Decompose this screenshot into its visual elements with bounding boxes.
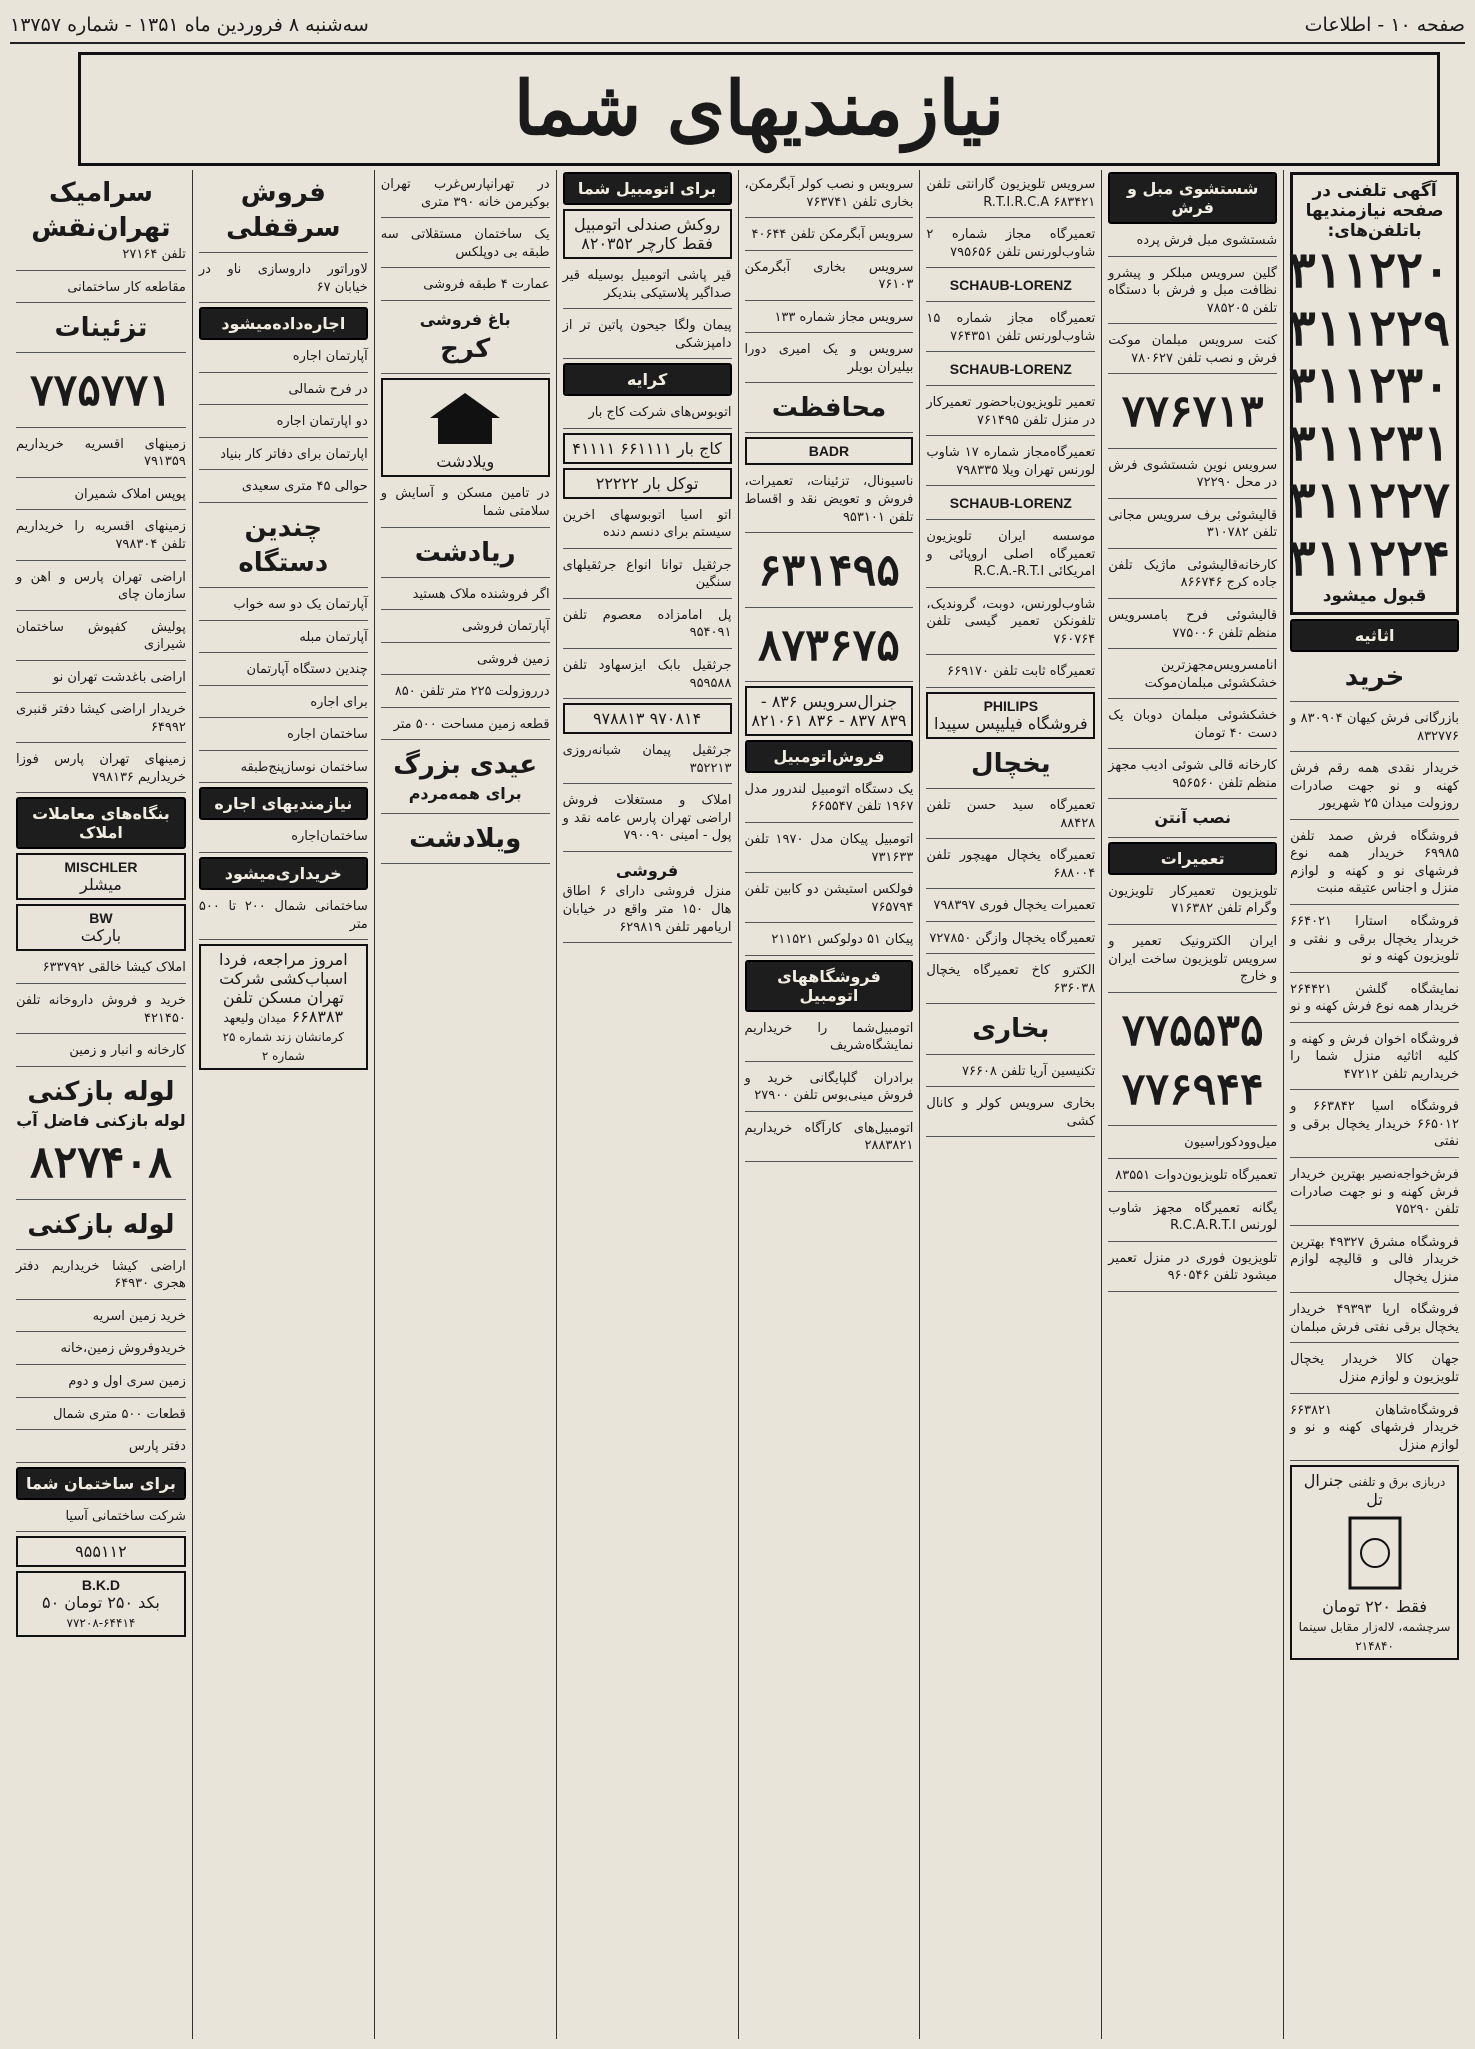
ad-block: تعمیرگاه تلویزیون‌دوات ۸۳۵۵۱ (1108, 1163, 1277, 1192)
ad-block: اگر فروشنده ملاک هستید (381, 582, 550, 611)
ad-big-number: ۹۵۵۱۱۲ (75, 1542, 127, 1562)
ad-block: آپارتمان یک دو سه خواب (199, 592, 368, 621)
phone-box-title: آگهی تلفنی در صفحه نیازمندیها (1305, 181, 1444, 221)
ad-title: کرج (440, 334, 491, 365)
ad-block: اتومبیل‌های کارآگاه خریداریم ۲۸۸۳۸۲۱ (745, 1116, 914, 1162)
page-label: صفحه ۱۰ - اطلاعات (1304, 14, 1465, 36)
ad-block (1290, 656, 1459, 702)
ad-block (381, 818, 550, 864)
ad-title: عیدی بزرگ (393, 750, 538, 781)
ad-block: کارخانه و انبار و زمین (16, 1038, 186, 1067)
ad-block: زمینهای تهران پارس فوزا خریداریم ۷۹۸۱۳۶ (16, 747, 186, 793)
installment: ۵۰ (42, 1593, 60, 1613)
ad-title: جنرال تل (1303, 1471, 1383, 1510)
phone-icon (1340, 1513, 1410, 1593)
ad-block: جرثقیل توانا انواع جرثقیلهای سنگین (563, 553, 732, 599)
ad-block: فولکس استیشن دو کابین تلفن ۷۶۵۷۹۴ (745, 877, 914, 923)
mischler-logo: MISCHLER (64, 859, 138, 876)
ad-block: تلویزیون تعمیرکار تلویزیون وگرام تلفن ۷۱۶۳۸۲ (1108, 879, 1277, 925)
ad-title: امروز مراجعه، فردا اسباب‌کشی (218, 950, 348, 989)
ad-text: منزل فروشی دارای ۶ اطاق هال ۱۵۰ متر واقع در خیابان اریامهر تلفن ۶۲۹۸۱۹ (562, 884, 732, 935)
ad-title: فروشی (615, 860, 679, 880)
ad-block (926, 272, 1095, 302)
ad-title: سرامیک (48, 178, 153, 208)
ad-block: لاوراتور داروسازی ناو در خیابان ۶۷ (199, 257, 368, 303)
ad-block: آپارتمان مبله (199, 625, 368, 654)
phone-number: ۳۱۱۲۳۰ (1288, 355, 1450, 414)
ad-footer: میدان ولیعهد کرمانشان زند شماره ۲۵ شماره ۲ (222, 1011, 345, 1064)
price: ۲۵۰ (107, 1593, 134, 1613)
house-icon (420, 388, 510, 448)
karcher-ad (563, 209, 732, 259)
ad-block: تکنیسین آریا تلفن ۷۶۶۰۸ (926, 1059, 1095, 1088)
ad-block (926, 743, 1095, 789)
schaub-lorenz-logo: SCHAUB-LORENZ (949, 361, 1072, 378)
ad-block: ساختمانی شمال ۲۰۰ تا ۵۰۰ متر (199, 894, 368, 940)
ad-block: در تامین مسکن و آسایش و سلامتی شما (381, 481, 550, 527)
ad-block: تعمیرگاه یخچال مهیچور تلفن ۶۸۸۰۰۴ (926, 843, 1095, 889)
phone: ۸۳۷ - ۸۳۶ (808, 710, 876, 730)
ad-block: پیمان ولگا جیحون پاتین تر از دامپزشکی (563, 313, 732, 359)
ad-title: بارکت (80, 926, 122, 946)
ad-block: اراضی باغدشت تهران نو (16, 665, 186, 694)
ad-block: قطعه زمین مساحت ۵۰۰ متر (381, 712, 550, 741)
column-5 (556, 170, 738, 2039)
ad-title: لوله بازکنی (27, 1076, 175, 1107)
ad-block: فروشگاه اسیا ۶۶۳۸۴۲ و ۶۶۵۰۱۲ خریدار یخچال برقی و نفتی (1290, 1094, 1459, 1158)
kaj-bar-ad (563, 433, 732, 464)
ad-block: برادران گلپایگانی خرید و فروش مینی‌بوس تلفن ۲۷۹۰۰ (745, 1066, 914, 1112)
ad-block (745, 387, 914, 433)
ad-title: بخاری (972, 1014, 1050, 1045)
column-1 (1283, 170, 1465, 2039)
ad-block: گلین سرویس مبلکر و پیشرو نظافت مبل و فرش با دستگاه تلفن ۷۸۵۲۰۵ (1108, 261, 1277, 325)
ad-block: سرویس و نصب کولر آبگرمکن، بخاری تلفن ۷۶۳۷۴۱ (745, 172, 914, 218)
ad-block (1108, 378, 1277, 448)
ad-big-number: ۷۷۶۷۱۳ (1121, 386, 1264, 438)
ad-block (381, 532, 550, 578)
ad-block (563, 856, 732, 943)
ad-block: قالیشوئی فرح بامسرویس منظم تلفن ۷۷۵۰۰۶ (1108, 603, 1277, 649)
ad-title: چندین (244, 513, 323, 544)
ad-block: خریدار اراضی کیشا دفتر قنبری ۶۴۹۹۲ (16, 697, 186, 743)
general-service-ad (745, 686, 914, 736)
section-header-wanted: خریداری‌میشود (199, 857, 368, 890)
price-label: فقط (1396, 1597, 1427, 1617)
ad-block (16, 172, 186, 271)
tehran-maskan-ad (199, 944, 368, 1070)
ad-block: فروشگاه مشرق ۴۹۳۲۷ بهترین خریدار فالی و قالیچه لوازم منزل یخچال (1290, 1230, 1459, 1294)
ad-title: جنرال‌سرویس (802, 691, 898, 711)
ad-block: خریدار نقدی همه رقم فرش کهنه و نو جهت صادرات روزولت میدان ۲۵ شهریور (1290, 756, 1459, 820)
ad-block: اراضی تهران پارس و اهن و سازمان چای (16, 565, 186, 611)
ad-block: ساختمان نوسازپنج‌طبقه (199, 755, 368, 784)
ad-title: محافظت (771, 393, 887, 424)
phone-number: ۳۱۱۲۳۱ (1288, 412, 1450, 472)
ad-title: کارچر (637, 234, 677, 253)
ad-title: ویلادشت (409, 824, 522, 855)
ad-block: شاوب‌لورنس، دوبت، گروندیک، تلفونکن تعمیر گیسی تلفن ۷۶۰۷۶۴ (926, 592, 1095, 656)
section-header-auto-shops: فروشگاههای اتومبیل (745, 960, 914, 1012)
ad-title: یخچال (971, 748, 1051, 779)
ad-block: یک دستگاه اتومبیل لندرور مدل ۱۹۶۷ تلفن ۶۶۵۵۴۷ (745, 777, 914, 823)
phone: ۸۲۱۰۶۱ (751, 710, 803, 730)
ad-block (199, 507, 368, 588)
tokal-bar-ad (563, 468, 732, 499)
ad-subtitle: دربازی برق و تلفنی (1348, 1475, 1446, 1490)
schaub-lorenz-logo: SCHAUB-LORENZ (949, 495, 1072, 512)
ad-block: کارخانه‌قالیشوئی ماژیک تلفن جاده کرج ۸۶۶۷۴۶ (1108, 553, 1277, 599)
ad-block: تعمیرگاه مجاز شماره ۱۵ شاوب‌لورنس تلفن ۷۶۴۳۵۱ (926, 306, 1095, 352)
column-4 (738, 170, 920, 2039)
ad-block: پل امامزاده معصوم تلفن ۹۵۴۰۹۱ (563, 603, 732, 649)
ad-block: فروشگاه استارا ۶۶۴۰۲۱ خریدار یخچال برقی و نفتی و تلویزیون کهنه و نو (1290, 909, 1459, 973)
ad-block: کارخانه قالی شوئی ادیب مجهز منظم تلفن ۹۵۶۵۶۰ (1108, 753, 1277, 799)
ad-title: فروش سرقفلی (226, 178, 341, 244)
ad-block: فروشگاه اخوان فرش و کهنه و کلیه اثاثیه منزل شما را خریداریم تلفن ۴۷۲۱۲ (1290, 1027, 1459, 1091)
section-banner (78, 52, 1440, 166)
ad-title: میشلر (80, 875, 122, 895)
ad-block: ساختمان‌اجاره (199, 824, 368, 853)
phone-number: ۳۱۱۲۲۰ (1288, 240, 1450, 299)
ad-block: اتو اسیا اتوبوسهای اخرین سیستم برای دنسم دنده (563, 503, 732, 549)
ad-block: تعمیرگاه‌مجاز شماره ۱۷ شاوب لورنس تهران ویلا ۷۹۸۳۳۵ (926, 440, 1095, 486)
ad-big-number: ۷۷۶۹۴۴ (1121, 1064, 1264, 1116)
ad-block: تلویزیون فوری در منزل تعمیر میشود تلفن ۹۶۰۵۴۶ (1108, 1246, 1277, 1292)
ad-block: حوالی ۴۵ متری سعیدی (199, 474, 368, 503)
section-header-washing: شستشوی مبل و فرش (1108, 172, 1277, 224)
ad-block: بخاری سرویس کولر و کانال کشی (926, 1091, 1095, 1137)
section-header-for-your-building: برای ساختمان شما (16, 1467, 186, 1500)
phone-box-suffix: قبول میشود (1322, 586, 1427, 606)
ad-block: یگانه تعمیرگاه مجهز شاوب لورنس R.C.A.R.T.I (1108, 1196, 1277, 1242)
ad-block (16, 307, 186, 353)
ad-block: کنت سرویس مبلمان موکت فرش و نصب تلفن ۷۸۰۶۲۷ (1108, 328, 1277, 374)
bw-logo: BW (89, 910, 113, 927)
ad-block: اتوبوس‌های شرکت کاج بار (563, 400, 732, 429)
ad-block: میل‌وودکوراسیون (1108, 1130, 1277, 1159)
price: ۲۲۰ (1365, 1597, 1391, 1617)
ad-block: یک ساختمان مستقلاتی سه طبقه بی دوپلکس (381, 222, 550, 268)
ad-block: سرویس نوین شستشوی فرش در محل ۷۲۲۹۰ (1108, 453, 1277, 499)
column-6 (374, 170, 556, 2039)
column-2 (1101, 170, 1283, 2039)
ad-company: شرکت تهران مسکن (219, 969, 344, 1008)
ad-block: سرویس بخاری آبگرمکن ۷۶۱۰۳ (745, 255, 914, 301)
ad-block: قیر پاشی اتومبیل بوسیله قیر صداگیر پلاستیکی بندیکر (563, 263, 732, 309)
ad-subtitle: برای همه‌مردم (408, 784, 522, 804)
ad-phone: تلفن ۶۶۸۳۸۳ (222, 988, 344, 1027)
ad-title: کاج بار (676, 438, 722, 458)
ad-block: آپارتمان اجاره (199, 344, 368, 373)
ad-big-number: ۷۷۵۷۷۱ (30, 365, 172, 417)
ad-big-number: ۴۱۱۱۱ (572, 438, 616, 458)
ad-title: ویلادشت (436, 452, 495, 472)
ad-block (745, 612, 914, 682)
ad-block: املاک و مستغلات فروش اراضی تهران پارس عامه نقد و پول - امینی ۷۹۰۰۹۰ (563, 788, 732, 852)
ad-title: خرید (1344, 662, 1405, 692)
ad-block: سرویس و یک امیری دورا بیلیران بویلر (745, 337, 914, 383)
price-unit: تومان (1322, 1597, 1361, 1617)
nas-ad (563, 703, 732, 734)
ad-big-number: ۶۶۱۱۱۱ (620, 438, 672, 458)
philips-ad (926, 692, 1095, 739)
ad-block: موسسه ایران تلویزیون تعمیرگاه اصلی اروپائی و امریکائی R.C.A.-R.T.I (926, 524, 1095, 588)
ad-block (1108, 803, 1277, 838)
ad-big-number: ۹۷۰۸۱۴ (649, 709, 702, 729)
ad-block: چندین دستگاه آپارتمان (199, 657, 368, 686)
ad-footer: سرچشمه، لاله‌زار مقابل سینما ۲۱۴۸۴۰ (1298, 1620, 1451, 1654)
ad-block: تعمیرگاه سید حسن تلفن ۸۸۴۲۸ (926, 793, 1095, 839)
ad-block: سرویس مجاز شماره ۱۳۳ (745, 305, 914, 334)
ad-block: اتومبیل پیکان مدل ۱۹۷۰ تلفن ۷۳۱۶۳۳ (745, 827, 914, 873)
ad-block (745, 537, 914, 607)
ad-block: تعمیر تلویزیون‌باحضور تعمیرکار در منزل تلفن ۷۶۱۴۹۵ (926, 390, 1095, 436)
ad-block: در فرح شمالی (199, 377, 368, 406)
ad-block: شرکت ساختمانی آسیا (16, 1504, 186, 1533)
ad-block: ایران الکترونیک تعمیر و سرویس تلویزیون ساخت ایران و خارج (1108, 929, 1277, 993)
phone: ۸۳۶ - ۸۳۹ (760, 691, 907, 730)
section-header-for-rent: اجاره‌داده‌میشود (199, 307, 368, 340)
ad-title: لوله بازکنی (27, 1209, 175, 1240)
ad-big-number: ۸۲۰۳۵۲ (581, 234, 633, 253)
ad-block: تعمیرگاه یخچال وازگن ۷۲۷۸۵۰ (926, 926, 1095, 955)
ad-block (1108, 997, 1277, 1127)
ad-block: زمین سری اول و دوم (16, 1369, 186, 1398)
ad-block: دو اپارتمان اجاره (199, 409, 368, 438)
ad-block: اراضی کیشا خریداریم دفتر هجری ۶۴۹۳۰ (16, 1254, 186, 1300)
ad-block: ساختمان اجاره (199, 722, 368, 751)
ad-block (381, 305, 550, 375)
section-header-rent-needs: نیازمندیهای اجاره (199, 787, 368, 820)
ad-block: پوپس املاک شمیران (16, 482, 186, 511)
column-7 (192, 170, 374, 2039)
ad-block: خرید زمین اسریه (16, 1304, 186, 1333)
ad-big-number: ۲۲۲۲۲ (595, 473, 639, 493)
date-label: سه‌شنبه ۸ فروردین ماه ۱۳۵۱ - شماره ۱۳۷۵۷ (10, 14, 369, 36)
classifieds-grid (10, 170, 1465, 2039)
ad-big-number: ۸۲۷۴۰۸ (30, 1137, 172, 1189)
villadasht-logo (381, 378, 550, 477)
badr-label: BADR (808, 443, 850, 460)
ad-block: نمایشگاه گلشن ۲۶۴۴۲۱ خریدار همه نوع فرش کهنه و نو (1290, 977, 1459, 1023)
ad-block: خشکشوئی مبلمان دوبان یک دست ۴۰ تومان (1108, 703, 1277, 749)
phone-number: ۳۱۱۲۲۷ (1288, 470, 1450, 529)
ad-title: تهران‌نقش (31, 213, 171, 244)
ad-block: سرویس آبگرمکن تلفن ۴۰۶۴۴ (745, 222, 914, 251)
section-header-autos: فروش‌اتومبیل (745, 740, 914, 773)
ad-block: ناسیونال، تزئینات، تعمیرات، فروش و تعویض نقد و اقساط تلفن ۹۵۳۱۰۱ (745, 469, 914, 533)
ad-block: بازرگانی فرش کیهان ۸۳۰۹۰۴ و ۸۳۲۷۷۶ (1290, 706, 1459, 752)
ad-title: ریادشت (414, 537, 516, 568)
ad-block: جهان کالا خریدار یخچال تلویزیون و لوازم منزل (1290, 1347, 1459, 1393)
ad-block: انامسرویس‌مجهزترین خشکشوئی مبلمان‌موکت (1108, 653, 1277, 699)
ad-big-number: ۸۷۳۶۷۵ (758, 619, 900, 671)
section-header-for-your-car: برای اتومبیل شما (563, 172, 732, 205)
ad-subtitle: روکش صندلی اتومبیل فقط (573, 215, 721, 253)
ad-block: اپارتمان برای دفاتر کار بنیاد (199, 442, 368, 471)
ad-block: املاک کیشا خالقی ۶۳۳۷۹۲ (16, 955, 186, 984)
ad-block (926, 356, 1095, 386)
ad-block: آپارتمان فروشی (381, 614, 550, 643)
ad-block: خریدوفروش زمین،خانه (16, 1336, 186, 1365)
bkd-ad (16, 1571, 186, 1637)
ad-block: فروشگاه اریا ۴۹۳۹۳ خریدار یخچال برقی نفتی فرش مبلمان (1290, 1297, 1459, 1343)
ad-block: پیکان ۵۱ دولوکس ۲۱۱۵۲۱ (745, 927, 914, 956)
ad-title: توکل بار (643, 473, 699, 493)
ad-block: قطعات ۵۰۰ متری شمال (16, 1402, 186, 1431)
price-unit: تومان (64, 1593, 103, 1613)
ad-block (16, 1204, 186, 1250)
ad-block (16, 357, 186, 427)
ad-big-number: ۷۷۵۵۳۵ (1121, 1004, 1264, 1056)
section-header-repairs: تعمیرات (1108, 842, 1277, 875)
ad-block: اتومبیل‌شما را خریداریم نمایشگاه‌شریف (745, 1016, 914, 1062)
ad-block: الکترو کاخ تعمیرگاه یخچال ۶۳۶۰۳۸ (926, 958, 1095, 1004)
schaub-lorenz-logo: SCHAUB-LORENZ (949, 277, 1072, 294)
badr-logo (745, 437, 914, 465)
philips-logo: PHILIPS (983, 697, 1039, 714)
ad-title: بکد (138, 1593, 160, 1613)
ad-phone: تلفن ۲۷۱۶۴ (122, 247, 186, 263)
ad-title: دستگاه (238, 548, 329, 579)
ad-block: تعمیرگاه مجاز شماره ۲ شاوب‌لورنس تلفن ۷۹۵۶۵۶ (926, 222, 1095, 268)
ad-block: فروشگاه فرش صمد تلفن ۶۹۹۸۵ خریدار همه نوع فرشهای نو و کهنه و لوازم منزل و اجناس عتیقه منبت (1290, 824, 1459, 905)
ad-title: تزئینات (54, 313, 148, 344)
phone-box (1290, 172, 1459, 615)
page-header (10, 8, 1465, 44)
ad-big-number: ۹۷۸۸۱۳ (592, 709, 645, 729)
ad-block: برای اجاره (199, 690, 368, 719)
ad-block (926, 490, 1095, 520)
ad-block: تعمیرات یخچال فوری ۷۹۸۳۹۷ (926, 893, 1095, 922)
ad-big-number: ۶۳۱۴۹۵ (758, 545, 900, 597)
ad-block: تعمیرگاه ثابت تلفن ۶۶۹۱۷۰ (926, 659, 1095, 688)
mischler-ad (16, 853, 186, 900)
ad-block: زمینهای اقسریه خریداریم ۷۹۱۳۵۹ (16, 432, 186, 478)
ad-block: دفتر پارس (16, 1434, 186, 1463)
section-header-real-estate: بنگاه‌های معاملات املاک (16, 797, 186, 849)
ad-block: در تهرانپارس‌غرب تهران بوکیرمن خانه ۳۹۰ متری (381, 172, 550, 218)
ad-title: باغ فروشی (419, 309, 511, 329)
ad-title: نصب آنتن (1154, 808, 1232, 828)
bkd-logo: B.K.D (81, 1577, 120, 1594)
ad-block: زمین فروشی (381, 647, 550, 676)
ad-block (199, 172, 368, 253)
ad-block: جرثقیل بابک ایزسهاود تلفن ۹۵۹۵۸۸ (563, 653, 732, 699)
column-8 (10, 170, 192, 2039)
column-3 (919, 170, 1101, 2039)
ad-block (926, 1008, 1095, 1054)
ad-block: قالیشوئی برف سرویس مجانی تلفن ۳۱۰۷۸۲ (1108, 503, 1277, 549)
phone-number: ۳۱۱۲۲۴ (1288, 527, 1450, 587)
ad-subtitle: لوله بازکنی فاضل آب (16, 1110, 186, 1130)
ad-block: درروزولت ۲۲۵ متر تلفن ۸۵۰ (381, 679, 550, 708)
ad-block: شستشوی مبل فرش پرده (1108, 228, 1277, 257)
banner-title: نیازمندیهای شما (513, 66, 1005, 152)
ad-title: فروشگاه فیلیپس سپیدا (934, 713, 1088, 733)
lule-phone-ad (16, 1536, 186, 1567)
section-header-furniture: اثاثیه (1290, 619, 1459, 652)
ad-block: جرثقیل پیمان شبانه‌روزی ۳۵۲۲۱۳ (563, 738, 732, 784)
ad-block: فرش‌خواجه‌نصیر بهترین خریدار فرش کهنه و نو جهت صادرات تلفن ۷۵۲۹۰ (1290, 1162, 1459, 1226)
phone-number: ۳۱۱۲۲۹ (1288, 297, 1450, 357)
ad-block: مقاطعه کار ساختمانی (16, 275, 186, 304)
ad-block (381, 744, 550, 814)
ad-phone: ۶۴۴۱۴-۷۷۲۰۸ (66, 1616, 136, 1631)
phone-box-prefix: باتلفن‌های: (1327, 221, 1422, 241)
section-header-rent: کرایه (563, 363, 732, 396)
ad-block: زمینهای اقسریه را خریداریم تلفن ۷۹۸۳۰۴ (16, 514, 186, 560)
ad-block: خرید و فروش داروخانه تلفن ۴۲۱۴۵۰ (16, 988, 186, 1034)
ad-block: عمارت ۴ طبقه فروشی (381, 272, 550, 301)
bw-ad (16, 904, 186, 951)
ad-block (16, 1071, 186, 1200)
general-tel-ad (1290, 1465, 1459, 1660)
ad-block: پولیش کفپوش ساختمان شیرازی (16, 615, 186, 661)
ad-block: سرویس تلویزیون گارانتی تلفن ۶۸۳۴۲۱ R.T.I.R.C.A (926, 172, 1095, 218)
ad-block: فروشگاه‌شاهان ۶۶۳۸۲۱ خریدار فرشهای کهنه و نو و لوازم منزل (1290, 1398, 1459, 1462)
